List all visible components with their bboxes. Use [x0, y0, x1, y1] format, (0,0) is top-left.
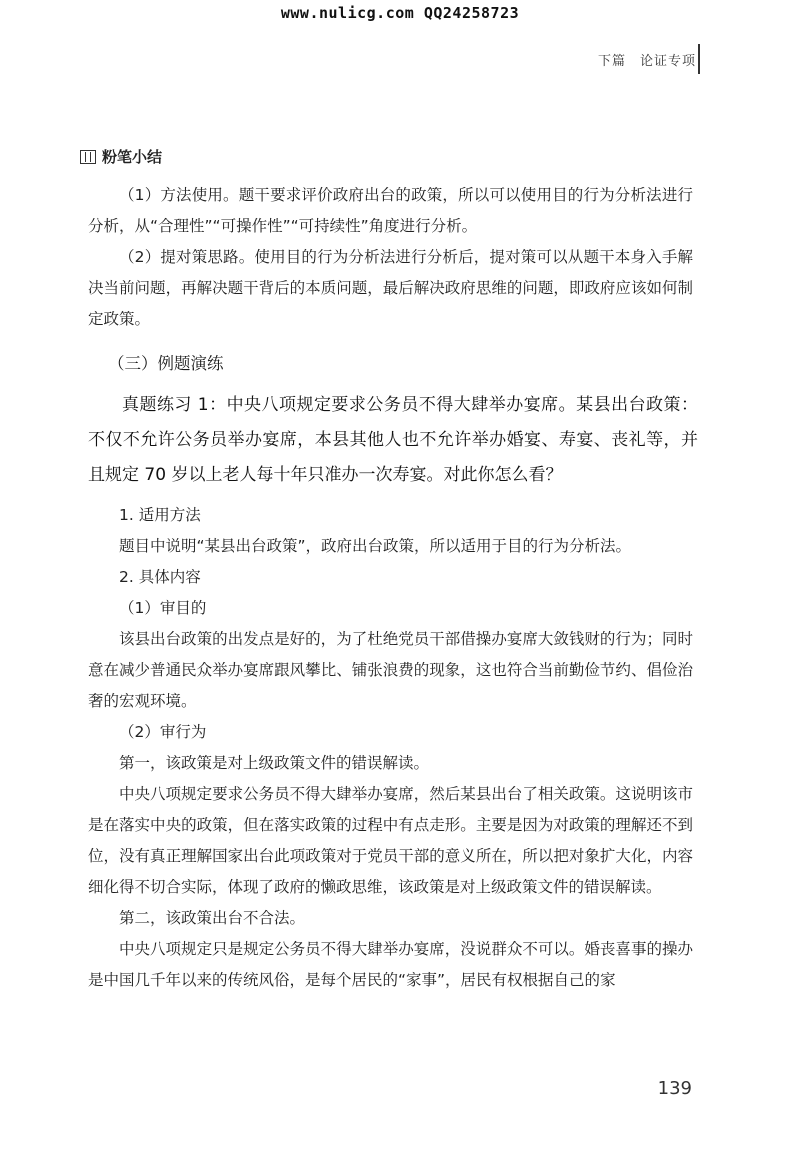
summary-body [88, 180, 693, 335]
header-divider [698, 44, 700, 74]
answer-paragraph-2: 该县出台政策的出发点是好的，为了杜绝党员干部借操办宴席大敛钱财的行为；同时意在减少普通民众举办宴席跟风攀比、铺张浪费的现象，这也符合当前勤俭节约、倡俭治奢的宏观环境。 [88, 630, 693, 710]
summary-title-text: 粉笔小结 [102, 148, 163, 166]
answer-paragraph-1: 题目中说明“某县出台政策”，政府出台政策，所以适用于目的行为分析法。 [119, 537, 632, 555]
answer-heading-1: 1. 适用方法 [119, 506, 201, 524]
answer-paragraph-3: 第一，该政策是对上级政策文件的错误解读。 [119, 754, 430, 772]
running-header: 下篇 论证专项 [597, 54, 696, 69]
answer-heading-2: 2. 具体内容 [119, 568, 201, 586]
answer-paragraph-4: 中央八项规定要求公务员不得大肆举办宴席，然后某县出台了相关政策。这说明该市是在落实中央的政策，但在落实政策的过程中有点走形。主要是因为对政策的理解还不到位，没有真正理解国家出台此项政策对于党员干部的意义所在，所以把对象扩大化，内容细化得不切合实际，体现了政府的懒政思维，该政策是对上级政策文件的错误解读。 [88, 785, 693, 896]
section-title: （三）例题演练 [108, 354, 224, 373]
page-number: 139 [657, 1078, 692, 1099]
watermark: www.nulicg.com QQ24258723 [280, 4, 520, 22]
summary-paragraph-1: （1）方法使用。题干要求评价政府出台的政策，所以可以使用目的行为分析法进行分析，从“合理性”“可操作性”“可持续性”角度进行分析。 [88, 186, 693, 235]
practice-question: 真题练习 1：中央八项规定要求公务员不得大肆举办宴席。某县出台政策：不仅不允许公务员举办宴席，本县其他人也不允许举办婚宴、寿宴、丧礼等，并且规定 70 岁以上老人每十年只准办一次寿宴。对此你怎么看？ [88, 395, 698, 485]
summary-heading [80, 146, 162, 167]
answer-paragraph-6: 中央八项规定只是规定公务员不得大肆举办宴席，没说群众不可以。婚丧喜事的操办是中国几千年以来的传统风俗，是每个居民的“家事”，居民有权根据自己的家 [88, 940, 693, 989]
answer-heading-3: （1）审目的 [119, 599, 207, 617]
notebook-icon [80, 150, 96, 164]
summary-paragraph-2: （2）提对策思路。使用目的行为分析法进行分析后，提对策可以从题干本身入手解决当前问题，再解决题干背后的本质问题，最后解决政府思维的问题，即政府应该如何制定政策。 [88, 248, 693, 328]
answer-body [88, 500, 693, 996]
answer-heading-4: （2）审行为 [119, 723, 207, 741]
answer-paragraph-5: 第二，该政策出台不合法。 [119, 909, 306, 927]
